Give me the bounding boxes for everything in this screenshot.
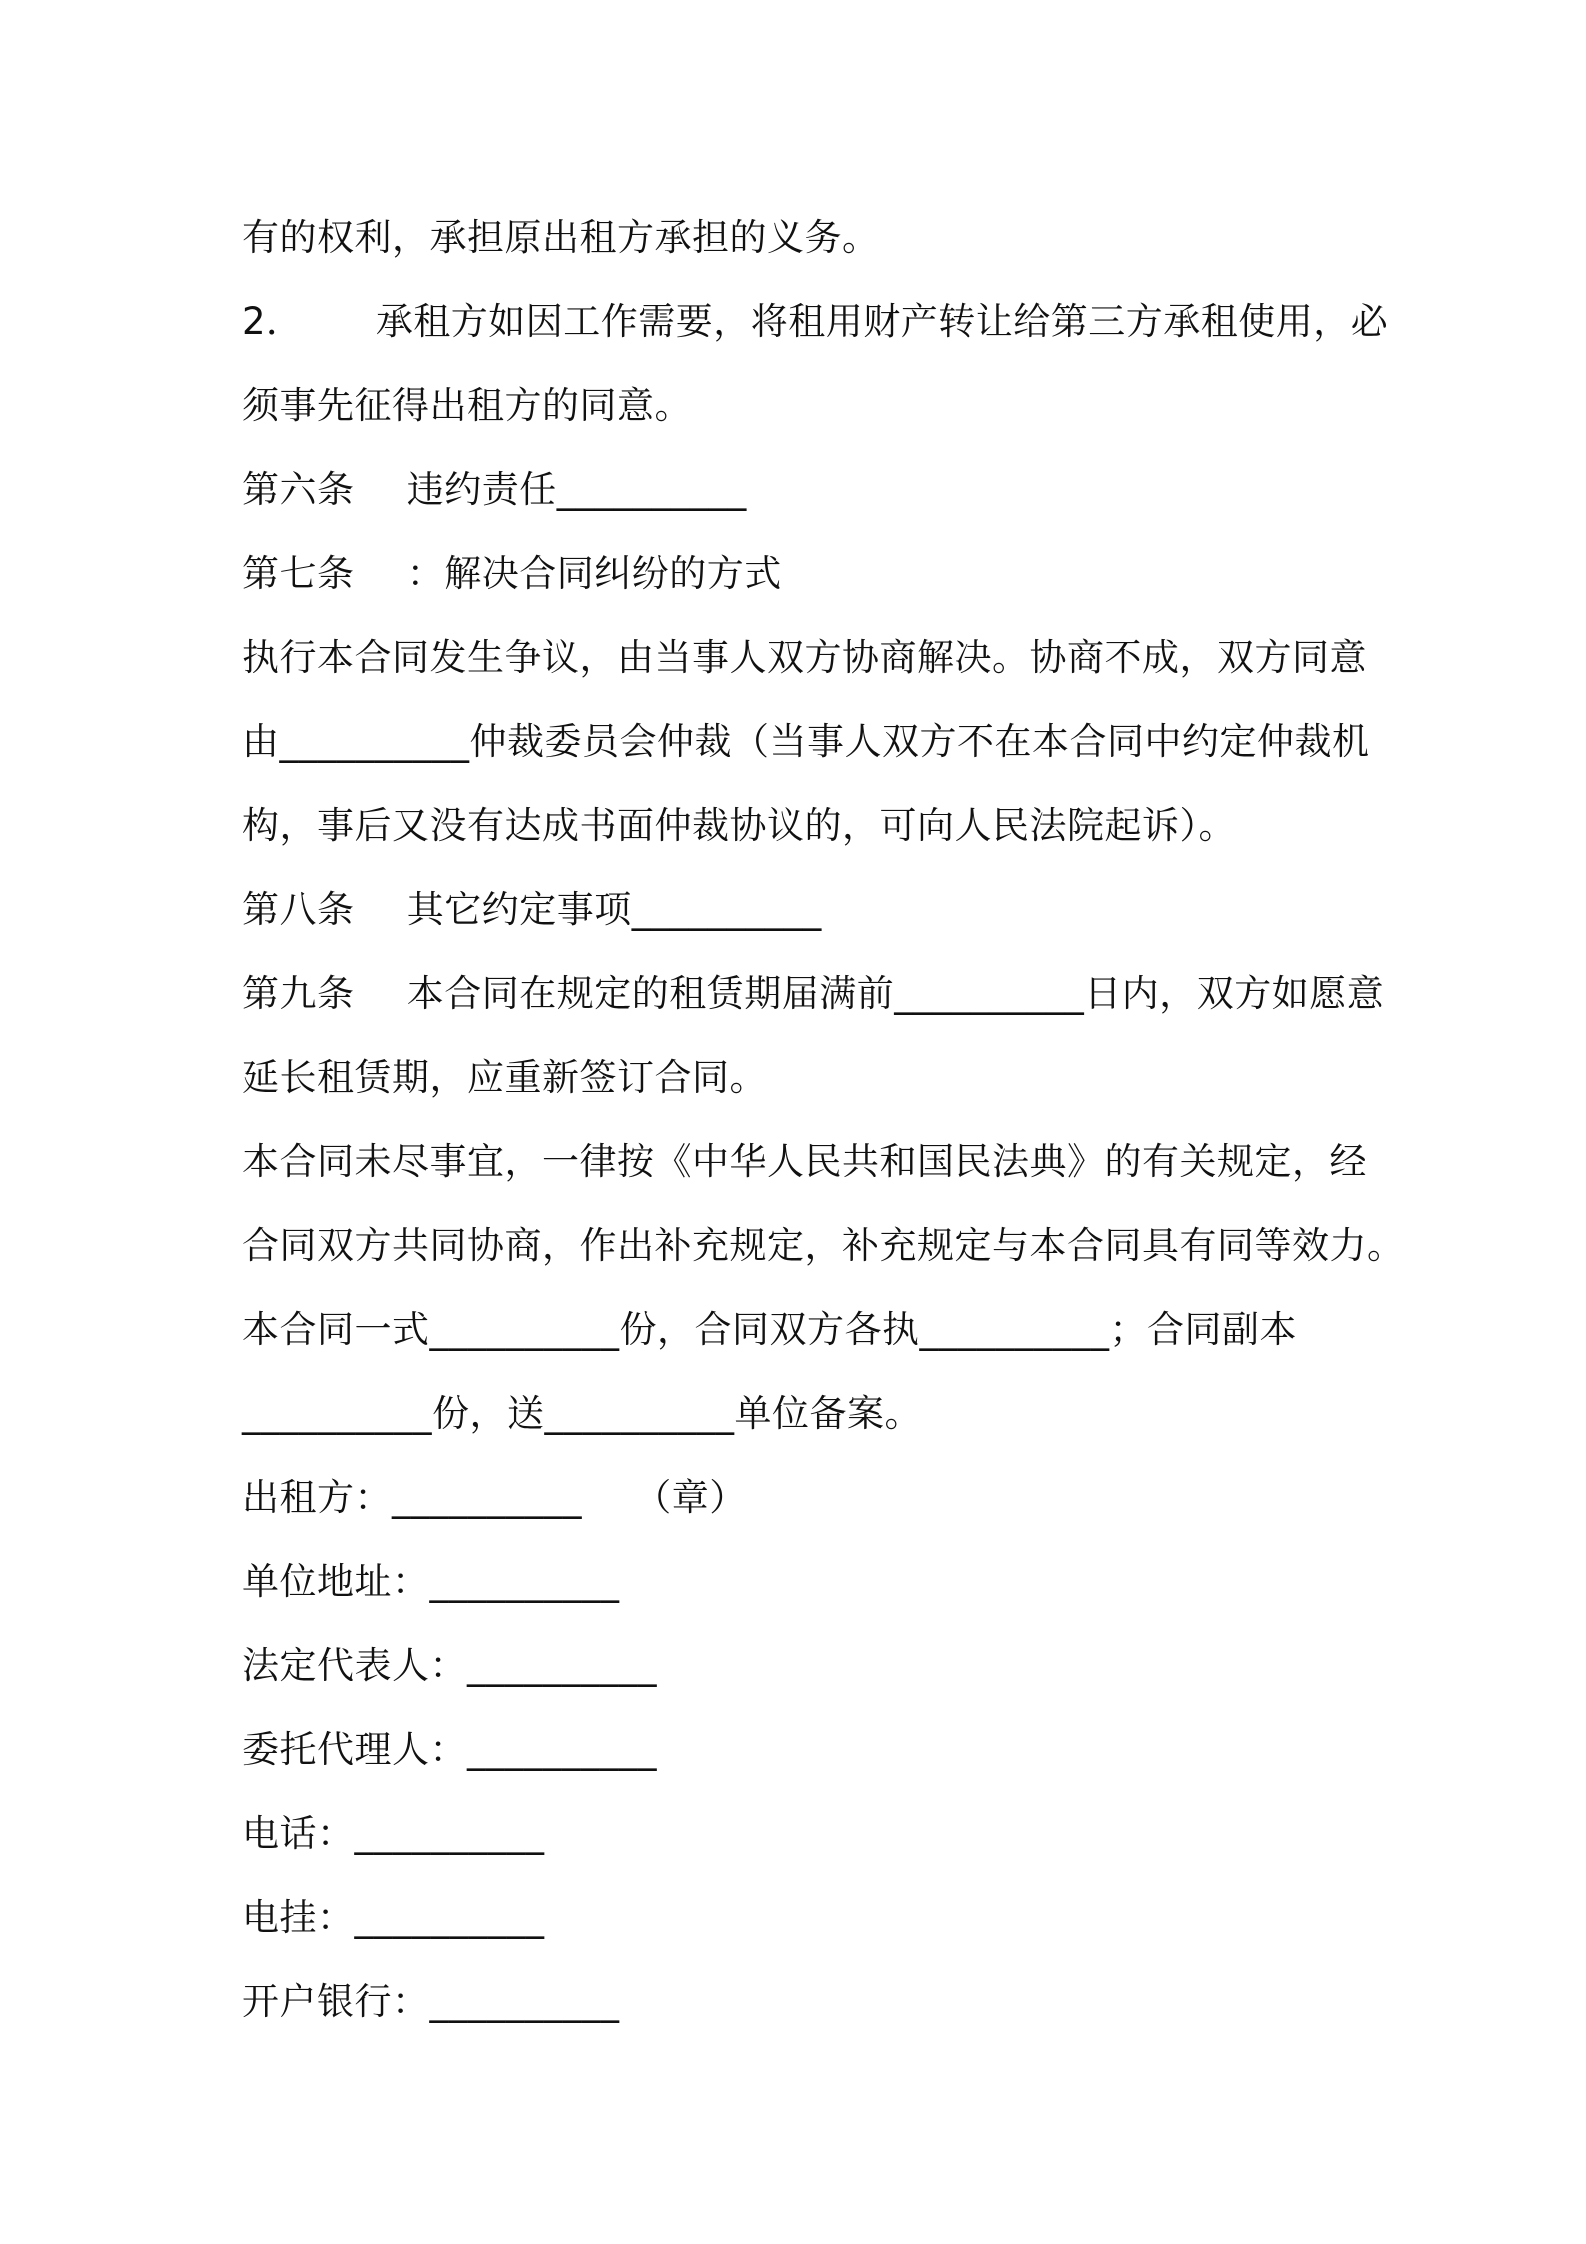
clause5-item2-number: 2． [242, 300, 304, 343]
lessor-address-row [242, 1540, 1352, 1624]
lessor-telegraph-field: 电挂：__________ [242, 1896, 545, 1939]
article7-paragraph-line2 [242, 700, 1370, 784]
article7-paragraph-line3 [242, 784, 1352, 868]
misc-clause-text-1: 本合同未尽事宜，一律按《中华人民共和国民法典》的有关规定，经 [242, 1140, 1367, 1183]
lessor-name-row [242, 1456, 1352, 1540]
lessor-bank-row [242, 1960, 1352, 2044]
lessor-address-field: 单位地址：__________ [242, 1560, 620, 1603]
lessor-seal: （章） [634, 1476, 747, 1519]
clause5-item2-text-cont: 须事先征得出租方的同意。 [242, 384, 692, 427]
article9 [242, 952, 1385, 1036]
misc-clause-line2 [242, 1204, 1405, 1288]
contract-page [242, 196, 1405, 2044]
misc-clause-text-2: 合同双方共同协商，作出补充规定，补充规定与本合同具有同等效力。 [242, 1224, 1405, 1267]
lessor-agent-field: 委托代理人：__________ [242, 1728, 657, 1771]
clause5-item2-line2 [242, 364, 1352, 448]
article6-text: 违约责任__________ [406, 468, 747, 511]
lessor-telegraph-row [242, 1876, 1352, 1960]
article9-text-cont: 延长租赁期，应重新签订合同。 [242, 1056, 767, 1099]
article8-text: 其它约定事项__________ [406, 888, 822, 931]
copies-text-1: 本合同一式__________份，合同双方各执__________；合同副本 [242, 1308, 1297, 1351]
copies-line1 [242, 1288, 1352, 1372]
article6-label: 第六条 [242, 468, 355, 511]
copies-text-2: __________份，送__________单位备案。 [242, 1392, 922, 1435]
article7-label: 第七条 [242, 552, 355, 595]
clause5-item2-line1 [242, 280, 1389, 364]
lessor-legal-rep-field: 法定代表人：__________ [242, 1644, 657, 1687]
lessor-bank-field: 开户银行：__________ [242, 1980, 620, 2023]
lessor-legal-rep-row [242, 1624, 1352, 1708]
article9-label: 第九条 [242, 972, 355, 1015]
clause5-item2-text: 承租方如因工作需要，将租用财产转让给第三方承租使用，必 [375, 300, 1389, 343]
article9-text: 本合同在规定的租赁期届满前__________日内，双方如愿意 [406, 972, 1385, 1015]
copies-line2 [242, 1372, 1352, 1456]
article7-para-text-2: 由__________仲裁委员会仲裁（当事人双方不在本合同中约定仲裁机 [242, 720, 1370, 763]
article6 [242, 448, 1352, 532]
misc-clause-line1 [242, 1120, 1367, 1204]
article7-text: ：解决合同纠纷的方式 [406, 552, 782, 595]
lessor-phone-row [242, 1792, 1352, 1876]
article9-line2 [242, 1036, 1352, 1120]
article7-paragraph-line1 [242, 616, 1367, 700]
clause5-continuation [242, 196, 1352, 280]
article7-para-text-1: 执行本合同发生争议，由当事人双方协商解决。协商不成，双方同意 [242, 636, 1367, 679]
lessor-agent-row [242, 1708, 1352, 1792]
clause5-cont-text: 有的权利，承担原出租方承担的义务。 [242, 216, 880, 259]
article7-para-text-3: 构，事后又没有达成书面仲裁协议的，可向人民法院起诉）。 [242, 804, 1236, 847]
lessor-phone-field: 电话：__________ [242, 1812, 545, 1855]
article8 [242, 868, 1352, 952]
article8-label: 第八条 [242, 888, 355, 931]
article7 [242, 532, 1352, 616]
lessor-name-field: 出租方：__________ [242, 1476, 582, 1519]
